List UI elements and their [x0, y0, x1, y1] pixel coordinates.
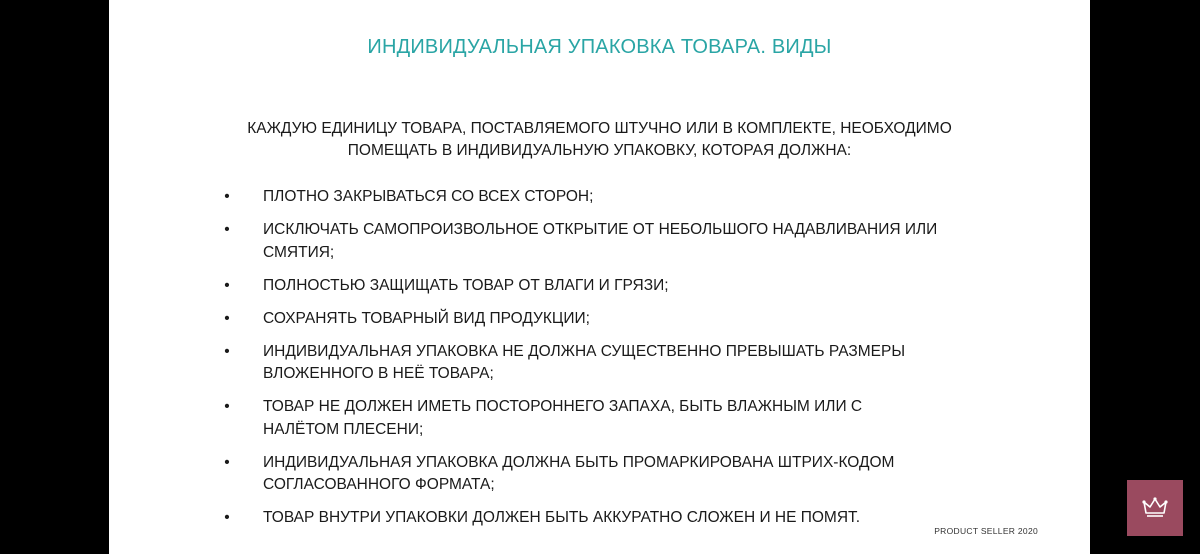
intro-line: КАЖДУЮ ЕДИНИЦУ ТОВАРА, ПОСТАВЛЯЕМОГО ШТУЧНО ИЛИ В КОМПЛЕКТЕ, НЕОБХОДИМО	[247, 120, 952, 137]
list-item-line: ПЛОТНО ЗАКРЫВАТЬСЯ СО ВСЕХ СТОРОН;	[263, 188, 594, 205]
list-item-line: ТОВАР НЕ ДОЛЖЕН ИМЕТЬ ПОСТОРОННЕГО ЗАПАХА, БЫТЬ ВЛАЖНЫМ ИЛИ С	[263, 398, 863, 415]
crown-logo[interactable]	[1127, 480, 1183, 536]
list-item-text	[263, 275, 981, 298]
list-item-line: СОГЛАСОВАННОГО ФОРМАТА;	[263, 476, 495, 493]
list-item-line: ИНДИВИДУАЛЬНАЯ УПАКОВКА ДОЛЖНА БЫТЬ ПРОМАРКИРОВАНА ШТРИХ-КОДОМ	[263, 453, 895, 471]
list-item	[221, 452, 981, 497]
list-item-text	[263, 308, 981, 331]
bullet-icon: •	[224, 221, 230, 238]
list-item-line: СОХРАНЯТЬ ТОВАРНЫЙ ВИД ПРОДУКЦИИ;	[263, 309, 590, 327]
list-item	[221, 507, 981, 530]
bullet-icon: •	[224, 398, 230, 415]
list-item-line: ТОВАР ВНУТРИ УПАКОВКИ ДОЛЖЕН БЫТЬ АККУРАТНО СЛОЖЕН И НЕ ПОМЯТ.	[263, 509, 861, 526]
list-item-line: ПОЛНОСТЬЮ ЗАЩИЩАТЬ ТОВАР ОТ ВЛАГИ И ГРЯЗИ;	[263, 276, 669, 294]
list-item-line: ИСКЛЮЧАТЬ САМОПРОИЗВОЛЬНОЕ ОТКРЫТИЕ ОТ НЕБОЛЬШОГО НАДАВЛИВАНИЯ ИЛИ	[263, 221, 938, 238]
bullet-icon: •	[224, 309, 230, 327]
list-item-text	[263, 507, 981, 530]
list-item-text	[263, 186, 981, 209]
slide-title: ИНДИВИДУАЛЬНАЯ УПАКОВКА ТОВАРА. ВИДЫ	[367, 36, 832, 58]
list-item	[221, 219, 981, 264]
intro-line: ПОМЕЩАТЬ В ИНДИВИДУАЛЬНУЮ УПАКОВКУ, КОТОРАЯ ДОЛЖНА:	[347, 142, 852, 159]
crown-icon	[1140, 493, 1170, 523]
list-item	[221, 186, 981, 209]
bullet-icon: •	[224, 188, 230, 205]
list-item-line: ИНДИВИДУАЛЬНАЯ УПАКОВКА НЕ ДОЛЖНА СУЩЕСТВЕННО ПРЕВЫШАТЬ РАЗМЕРЫ	[263, 342, 906, 360]
list-item-line: СМЯТИЯ;	[263, 243, 335, 261]
list-item-text	[263, 452, 981, 497]
slide-footer: PRODUCT SELLER 2020	[934, 526, 1038, 536]
list-item-text	[263, 341, 981, 386]
requirements-list	[221, 186, 981, 540]
slide-intro	[109, 118, 1090, 162]
list-item-text	[263, 219, 981, 264]
list-item-line: НАЛЁТОМ ПЛЕСЕНИ;	[263, 420, 424, 438]
list-item	[221, 396, 981, 441]
bullet-icon: •	[224, 342, 230, 360]
bullet-icon: •	[224, 453, 230, 471]
presentation-slide	[109, 0, 1090, 554]
list-item	[221, 275, 981, 298]
list-item-line: ВЛОЖЕННОГО В НЕЁ ТОВАРА;	[263, 365, 494, 382]
list-item	[221, 308, 981, 331]
bullet-icon: •	[224, 509, 230, 526]
list-item-text	[263, 396, 981, 441]
bullet-icon: •	[224, 276, 230, 294]
list-item	[221, 341, 981, 386]
